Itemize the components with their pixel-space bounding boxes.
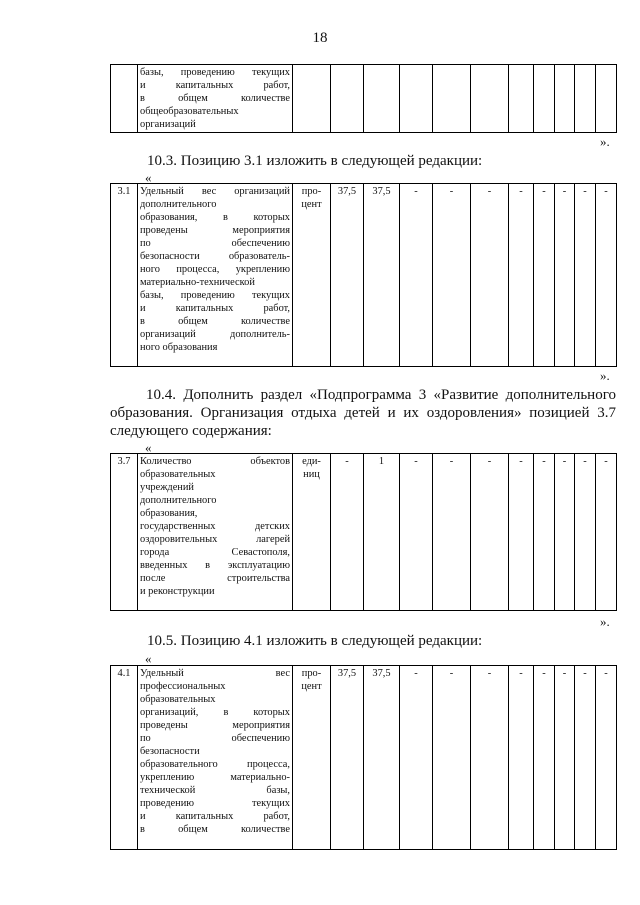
desc-line: образования, в которых — [140, 212, 290, 223]
desc-line: и капитальных работ, — [140, 80, 290, 91]
desc-line: безопасности — [140, 746, 200, 757]
value-cell: - — [596, 666, 617, 850]
unit-line: цент — [301, 199, 322, 210]
value-cell: - — [471, 184, 509, 367]
desc-line: города Севастополя, — [140, 547, 290, 558]
desc-line: дополнительного — [140, 495, 217, 506]
desc-line: и капитальных работ, — [140, 811, 290, 822]
row-number — [111, 65, 138, 133]
value-cell: - — [433, 454, 471, 611]
desc-line: введенных в эксплуатацию — [140, 560, 290, 571]
value-cell: - — [534, 184, 555, 367]
value-cell — [400, 65, 433, 133]
unit-line: ниц — [303, 469, 320, 480]
paragraph-10-4: 10.4. Дополнить раздел «Подпрограмма 3 «Развитие дополнительного образования. Организация отдыха детей и их оздоровления» позицией 3.7 следующего содержания: — [110, 387, 616, 439]
value-cell: 37,5 — [331, 184, 364, 367]
value-cell: - — [471, 454, 509, 611]
value-cell: - — [575, 454, 596, 611]
row-number: 4.1 — [111, 666, 138, 850]
paragraph-10-5: 10.5. Позицию 4.1 изложить в следующей редакции: — [147, 633, 483, 649]
desc-line: и реконструкции — [140, 586, 215, 597]
value-cell: - — [534, 454, 555, 611]
value-cell: - — [575, 666, 596, 850]
desc-line: в общем количестве — [140, 316, 290, 327]
row-unit — [293, 184, 331, 367]
desc-line: образовательных — [140, 469, 216, 480]
desc-line: по обеспечению — [140, 238, 290, 249]
row-unit — [293, 65, 331, 133]
value-cell — [575, 65, 596, 133]
value-cell: - — [555, 184, 575, 367]
desc-line: проведены мероприятия — [140, 225, 290, 236]
desc-line: в общем количестве — [140, 93, 290, 104]
desc-line: организаций — [140, 119, 196, 130]
table-position-3-7 — [110, 453, 617, 611]
value-cell: 37,5 — [364, 666, 400, 850]
table-row — [111, 666, 617, 850]
table-row — [111, 65, 617, 133]
row-description — [138, 454, 293, 611]
value-cell: - — [575, 184, 596, 367]
unit-line: про- — [301, 186, 322, 197]
closing-quote: ». — [600, 134, 610, 149]
table-continuation — [110, 64, 617, 133]
desc-line: базы, проведению текущих — [140, 67, 290, 78]
desc-line: ного образования — [140, 342, 218, 353]
page-number: 18 — [312, 30, 328, 46]
row-unit — [293, 666, 331, 850]
row-number: 3.1 — [111, 184, 138, 367]
value-cell — [364, 65, 400, 133]
value-cell — [534, 65, 555, 133]
desc-line: образовательного процесса, — [140, 759, 290, 770]
value-cell: - — [509, 454, 534, 611]
value-cell — [509, 65, 534, 133]
unit-line: цент — [301, 681, 322, 692]
desc-line: оздоровительных лагерей — [140, 534, 290, 545]
paragraph-10-3: 10.3. Позицию 3.1 изложить в следующей редакции: — [147, 153, 483, 169]
value-cell: - — [471, 666, 509, 850]
desc-line: базы, проведению текущих — [140, 290, 290, 301]
desc-line: ного процесса, укреплению — [140, 264, 290, 275]
value-cell: - — [400, 184, 433, 367]
desc-line: образования, — [140, 508, 198, 519]
table-row — [111, 454, 617, 611]
value-cell: - — [509, 666, 534, 850]
value-cell: - — [596, 184, 617, 367]
value-cell: - — [555, 454, 575, 611]
unit-line: еди- — [302, 456, 321, 467]
desc-line: и капитальных работ, — [140, 303, 290, 314]
desc-line: проведены мероприятия — [140, 720, 290, 731]
desc-line: после строительства — [140, 573, 290, 584]
closing-quote: ». — [600, 614, 610, 629]
value-cell: - — [433, 666, 471, 850]
value-cell: - — [534, 666, 555, 850]
value-cell — [433, 65, 471, 133]
row-description — [138, 184, 293, 367]
desc-line: образовательных — [140, 694, 216, 705]
desc-line: дополнительного — [140, 199, 217, 210]
desc-line: по обеспечению — [140, 733, 290, 744]
desc-line: общеобразовательных — [140, 106, 239, 117]
value-cell: - — [509, 184, 534, 367]
value-cell: - — [331, 454, 364, 611]
desc-line: технической базы, — [140, 785, 290, 796]
row-description — [138, 666, 293, 850]
desc-line: государственных детских — [140, 521, 290, 532]
value-cell: 37,5 — [364, 184, 400, 367]
row-description — [138, 65, 293, 133]
opening-quote: « — [145, 651, 152, 666]
value-cell — [555, 65, 575, 133]
desc-line: материально-технической — [140, 277, 255, 288]
desc-line: проведению текущих — [140, 798, 290, 809]
desc-line: Удельный вес — [140, 668, 290, 679]
row-unit — [293, 454, 331, 611]
value-cell: 1 — [364, 454, 400, 611]
closing-quote: ». — [600, 368, 610, 383]
desc-line: Количество объектов — [140, 456, 290, 467]
value-cell — [596, 65, 617, 133]
desc-line: Удельный вес организаций — [140, 186, 290, 197]
value-cell: - — [433, 184, 471, 367]
table-row — [111, 184, 617, 367]
table-position-3-1 — [110, 183, 617, 367]
row-number: 3.7 — [111, 454, 138, 611]
opening-quote: « — [145, 440, 152, 455]
value-cell: - — [596, 454, 617, 611]
table-position-4-1 — [110, 665, 617, 850]
value-cell — [331, 65, 364, 133]
desc-line: безопасности образователь- — [140, 251, 290, 262]
desc-line: учреждений — [140, 482, 194, 493]
value-cell — [471, 65, 509, 133]
unit-line: про- — [301, 668, 322, 679]
desc-line: организаций, в которых — [140, 707, 290, 718]
desc-line: профессиональных — [140, 681, 226, 692]
desc-line: укреплению материально- — [140, 772, 290, 783]
desc-line: в общем количестве — [140, 824, 290, 835]
opening-quote: « — [145, 170, 152, 185]
desc-line: организаций дополнитель- — [140, 329, 290, 340]
value-cell: - — [555, 666, 575, 850]
value-cell: - — [400, 454, 433, 611]
value-cell: - — [400, 666, 433, 850]
value-cell: 37,5 — [331, 666, 364, 850]
